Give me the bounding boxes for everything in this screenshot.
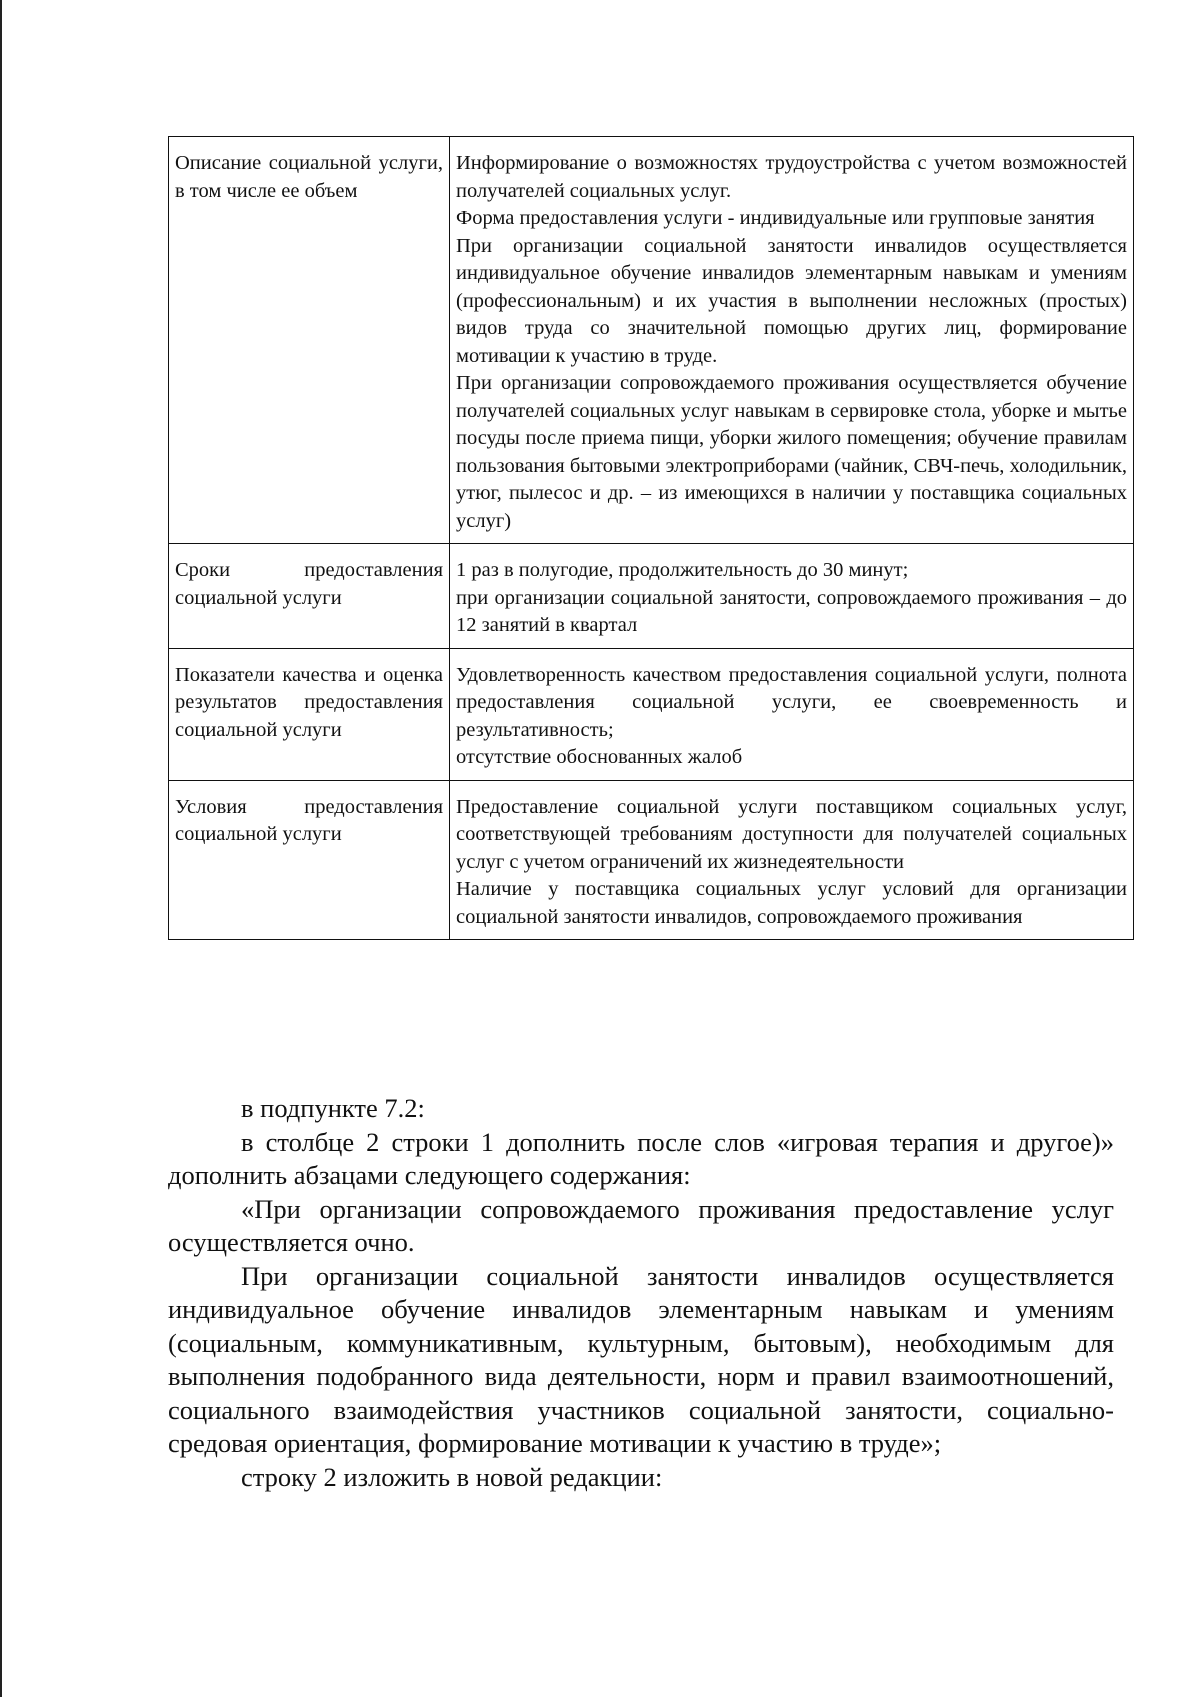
- content-paragraph: Форма предоставления услуги - индивидуальные или групповые занятия: [456, 207, 1095, 229]
- content-paragraph: Информирование о возможностях трудоустройства с учетом возможностей получателей социальных услуг.: [456, 152, 1127, 202]
- content-paragraph: Удовлетворенность качеством предоставления социальной услуги, полнота предоставления социальной услуги, ее своевременность и результативность;: [456, 663, 1127, 741]
- services-table: [168, 136, 1134, 940]
- row-content: [450, 544, 1134, 649]
- content-paragraph: 1 раз в полугодие, продолжительность до 30 минут;: [456, 559, 909, 581]
- table-row-conditions: [169, 780, 1134, 940]
- row-content: [450, 648, 1134, 780]
- body-text: [168, 1092, 1114, 1494]
- row-label: Условия предоставления социальной услуги: [169, 780, 450, 940]
- scan-edge-line: [0, 0, 2, 1697]
- body-paragraph: в столбце 2 строки 1 дополнить после слов «игровая терапия и другое)» дополнить абзацами следующего содержания:: [168, 1126, 1114, 1190]
- body-paragraph: При организации социальной занятости инвалидов осуществляется индивидуальное обучение инвалидов элементарным навыкам и умениям (социальным, коммуникативным, культурным, бытовым), необходимым для выполнения подобранного вида деятельности, норм и правил взаимоотношений, социального взаимодействия участников социальной занятости, социально-средовая ориентация, формирование мотивации к участию в труде»;: [168, 1260, 1114, 1458]
- table-row-terms: [169, 544, 1134, 649]
- row-label: Показатели качества и оценка результатов предоставления социальной услуги: [169, 648, 450, 780]
- row-content: [450, 137, 1134, 544]
- body-paragraph: в подпункте 7.2:: [241, 1093, 425, 1123]
- content-paragraph: При организации сопровождаемого проживания осуществляется обучение получателей социальных услуг навыкам в сервировке стола, уборке и мытье посуды после приема пищи, уборки жилого помещения; обучение правилам пользования бытовыми электроприборами (чайник, СВЧ-печь, холодильник, утюг, пылесос и др. – из имеющихся в наличии у поставщика социальных услуг): [456, 372, 1127, 532]
- row-content: [450, 780, 1134, 940]
- table-row-description: [169, 137, 1134, 544]
- body-paragraph: строку 2 изложить в новой редакции:: [241, 1461, 663, 1492]
- content-paragraph: отсутствие обоснованных жалоб: [456, 746, 743, 768]
- row-label: Описание социальной услуги, в том числе ее объем: [169, 137, 450, 544]
- content-paragraph: Предоставление социальной услуги поставщиком социальных услуг, соответствующей требованиям доступности для получателей социальных услуг с учетом ограничений их жизнедеятельности: [456, 795, 1127, 873]
- content-paragraph: Наличие у поставщика социальных услуг условий для организации социальной занятости инвалидов, сопровождаемого проживания: [456, 878, 1127, 928]
- body-paragraph: «При организации сопровождаемого проживания предоставление услуг осуществляется очно.: [168, 1193, 1114, 1257]
- table-row-quality: [169, 648, 1134, 780]
- content-paragraph: при организации социальной занятости, сопровождаемого проживания – до 12 занятий в квартал: [456, 586, 1127, 636]
- row-label: Сроки предоставления социальной услуги: [169, 544, 450, 649]
- content-paragraph: При организации социальной занятости инвалидов осуществляется индивидуальное обучение инвалидов элементарным навыкам и умениям (профессиональным) и их участия в выполнении несложных (простых) видов труда со значительной помощью других лиц, формирование мотивации к участию в труде.: [456, 234, 1127, 367]
